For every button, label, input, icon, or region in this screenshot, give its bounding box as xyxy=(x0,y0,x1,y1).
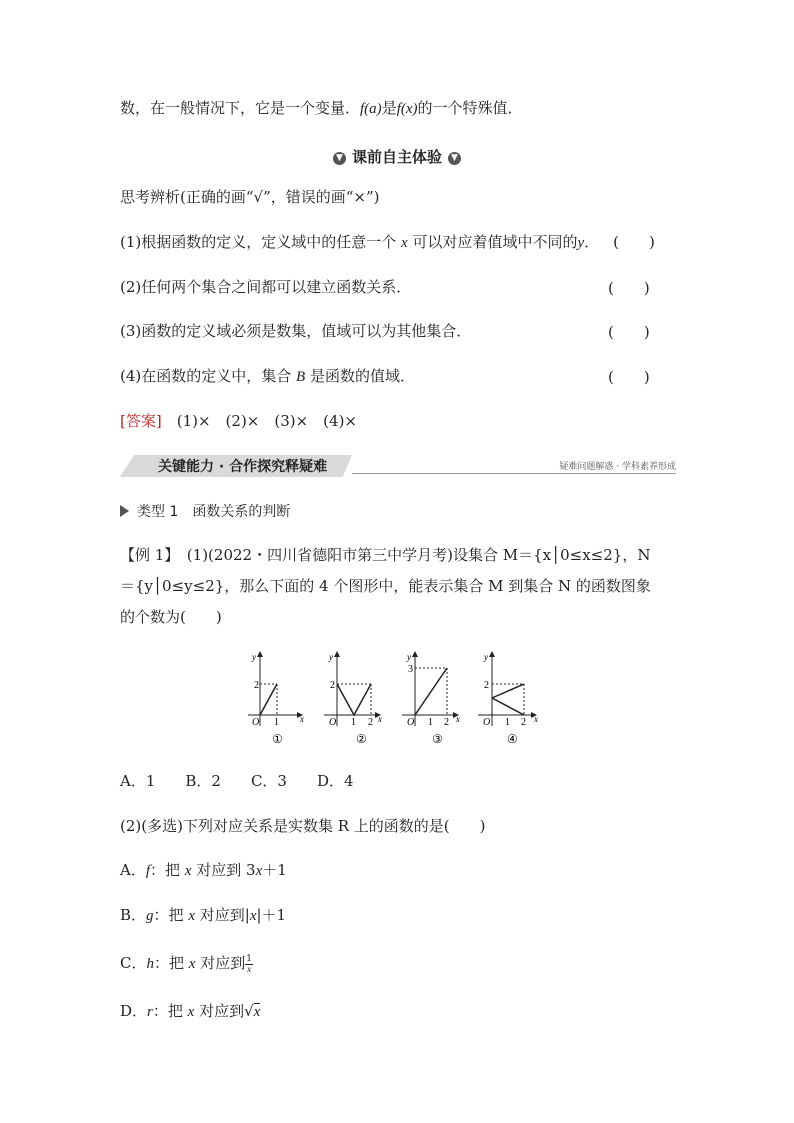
answer-tag: [答案] xyxy=(120,412,162,430)
tick-label: 1 xyxy=(274,717,279,728)
axis-x-label: x xyxy=(456,714,460,724)
fraction xyxy=(245,955,253,974)
tick-label: 1 xyxy=(505,717,510,728)
tick-label: 2 xyxy=(254,680,259,691)
axis-y-label: y xyxy=(329,652,333,662)
item-text: (1)根据函数的定义，定义域中的任意一个 xyxy=(120,233,402,251)
option-text: 对应到 xyxy=(195,954,246,972)
graph-label: ④ xyxy=(507,732,518,746)
option-letter: B． xyxy=(120,906,147,924)
axis-y-label: y xyxy=(407,652,411,662)
answer-line xyxy=(120,411,357,431)
tick-label: 2 xyxy=(444,717,449,728)
var-x: x xyxy=(187,1004,195,1020)
fa-expr: f(a) xyxy=(360,101,382,117)
answer-paren: ( ) xyxy=(608,368,650,386)
answer-paren: ( ) xyxy=(613,233,655,251)
option-text: ：把 xyxy=(153,954,189,972)
example-line-3: 的个数为( ) xyxy=(120,608,222,626)
fraction-denominator: x xyxy=(247,963,252,974)
question-2: (2)(多选)下列对应关系是实数集 R 上的函数的是( ) xyxy=(120,817,486,835)
banner-title: 关键能力 · 合作探究释疑难 xyxy=(158,459,328,475)
axis-y-label: y xyxy=(484,652,488,662)
var-b: B xyxy=(296,369,306,385)
answer-paren: ( ) xyxy=(608,323,650,341)
axis-x-label: x xyxy=(300,714,304,724)
graph-label: ① xyxy=(272,732,283,746)
option-text: ：把 xyxy=(150,861,185,879)
sqrt-icon: √ xyxy=(244,1002,254,1020)
play-icon xyxy=(120,505,129,517)
var-y: y xyxy=(577,235,585,251)
option-text: 对应到| xyxy=(194,906,250,924)
var-x: x xyxy=(184,863,192,879)
option-d xyxy=(120,1001,260,1022)
var-x: x xyxy=(255,863,263,879)
option-text: 对应到 3 xyxy=(191,861,256,879)
func-name: f xyxy=(145,863,151,879)
origin-label: O xyxy=(329,717,337,728)
banner-subtitle: 疑难问题解惑 · 学科素养形成 xyxy=(559,462,676,472)
option-text: 对应到 xyxy=(194,1002,245,1020)
option-letter: A． xyxy=(120,861,146,879)
item-4 xyxy=(120,366,415,387)
option-b xyxy=(120,905,286,926)
graph-label: ③ xyxy=(432,732,443,746)
option-text: ：把 xyxy=(153,906,189,924)
section-heading xyxy=(0,146,794,167)
item-text: (4)在函数的定义中，集合 xyxy=(120,367,297,385)
banner-rule xyxy=(352,473,676,474)
fraction-numerator: 1 xyxy=(246,953,252,964)
func-name: r xyxy=(147,1004,153,1020)
func-name: h xyxy=(146,956,154,972)
func-name: g xyxy=(146,908,154,924)
intro-text: 数，在一般情况下，它是一个变量． xyxy=(120,99,361,117)
axis-x-label: x xyxy=(534,714,538,724)
intro-line xyxy=(120,98,523,119)
option-text: |＋1 xyxy=(256,906,287,924)
option-text: ：把 xyxy=(152,1002,188,1020)
radicand: x xyxy=(253,1004,261,1020)
var-x: x xyxy=(401,235,408,251)
option-letter: C． xyxy=(120,954,147,972)
tick-label: 3 xyxy=(408,664,413,675)
tick-label: 2 xyxy=(484,680,489,691)
section-banner xyxy=(120,455,676,477)
item-3: (3)函数的定义域必须是数集，值域可以为其他集合． xyxy=(120,322,472,340)
section-title: 课前自主体验 xyxy=(351,148,442,166)
chevron-down-icon: ▼ xyxy=(333,152,346,165)
type-label: 类型 1 函数关系的判断 xyxy=(137,504,291,520)
var-x: x xyxy=(249,908,257,924)
item-text: 可以对应着值域中不同的 xyxy=(407,233,578,251)
origin-label: O xyxy=(252,717,260,728)
option-a xyxy=(120,860,287,881)
example-line-2: ＝{y│0≤y≤2}，那么下面的 4 个图形中，能表示集合 M 到集合 N 的函数图象 xyxy=(120,577,651,595)
tick-label: 2 xyxy=(330,680,335,691)
graph-label: ② xyxy=(356,732,367,746)
tick-label: 1 xyxy=(428,717,433,728)
choices-1: A．1 B．2 C．3 D．4 xyxy=(120,772,354,790)
axis-y-label: y xyxy=(252,652,256,662)
tick-label: 2 xyxy=(368,717,373,728)
option-text: ＋1 xyxy=(262,861,287,879)
answer-paren: ( ) xyxy=(608,279,650,297)
think-heading: 思考辨析(正确的画“√”，错误的画“×”) xyxy=(120,188,380,206)
chevron-down-icon: ▼ xyxy=(448,152,461,165)
answer-text: (1)× (2)× (3)× (4)× xyxy=(176,412,357,430)
item-1 xyxy=(120,232,655,253)
var-x: x xyxy=(188,956,196,972)
item-text: 是函数的值域． xyxy=(305,367,415,385)
tick-label: 1 xyxy=(351,717,356,728)
option-letter: D． xyxy=(120,1002,148,1020)
var-x: x xyxy=(188,908,195,924)
example-line-1: 【例 1】 (1)(2022・四川省德阳市第三中学月考)设集合 M＝{x│0≤x≤2}，N xyxy=(120,546,651,564)
origin-label: O xyxy=(483,717,491,728)
intro-tail: 的一个特殊值． xyxy=(417,99,523,117)
item-text: ． xyxy=(584,233,600,251)
fx-expr: f(x) xyxy=(396,101,418,117)
option-c xyxy=(120,953,253,974)
type-heading xyxy=(120,501,290,521)
function-graphs xyxy=(240,648,560,748)
item-2: (2)任何两个集合之间都可以建立函数关系． xyxy=(120,278,412,296)
intro-mid: 是 xyxy=(381,99,397,117)
axis-x-label: x xyxy=(378,714,382,724)
origin-label: O xyxy=(407,717,415,728)
tick-label: 2 xyxy=(521,717,526,728)
